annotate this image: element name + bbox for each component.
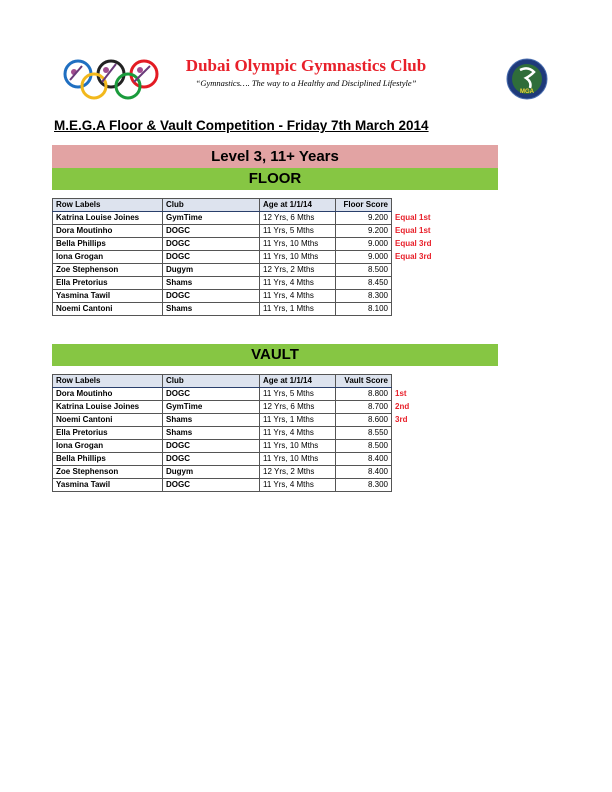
- table-row: [53, 290, 435, 303]
- club-name-cell: Shams: [163, 277, 260, 290]
- score-cell: 9.000: [336, 251, 392, 264]
- table-row: [53, 440, 413, 453]
- club-name-cell: Dugym: [163, 264, 260, 277]
- table-row: [53, 225, 435, 238]
- club-tagline: “Gymnastics…. The way to a Healthy and Disciplined Lifestyle”: [195, 78, 417, 88]
- gymnast-name: Dora Moutinho: [53, 388, 163, 401]
- club-name-cell: DOGC: [163, 440, 260, 453]
- age-cell: 11 Yrs, 1 Mths: [260, 414, 336, 427]
- table-row: [53, 427, 413, 440]
- score-cell: 8.300: [336, 479, 392, 492]
- club-name-cell: Shams: [163, 414, 260, 427]
- gymnast-name: Zoe Stephenson: [53, 264, 163, 277]
- club-name-cell: DOGC: [163, 225, 260, 238]
- score-cell: 8.550: [336, 427, 392, 440]
- table-row: [53, 479, 413, 492]
- rank-label: Equal 1st: [395, 213, 431, 222]
- table-row: [53, 401, 413, 414]
- age-cell: 11 Yrs, 4 Mths: [260, 427, 336, 440]
- column-header: Row Labels: [53, 199, 163, 212]
- rank-label: [392, 440, 413, 453]
- gymnast-name: Iona Grogan: [53, 440, 163, 453]
- column-header: Age at 1/1/14: [260, 199, 336, 212]
- gymnast-name: Ella Pretorius: [53, 427, 163, 440]
- score-cell: 9.200: [336, 225, 392, 238]
- club-name-cell: DOGC: [163, 388, 260, 401]
- score-cell: 8.450: [336, 277, 392, 290]
- score-cell: 8.600: [336, 414, 392, 427]
- logo-text: MGA: [520, 89, 534, 95]
- rank-label: [392, 264, 435, 277]
- age-cell: 11 Yrs, 10 Mths: [260, 238, 336, 251]
- gymnast-name: Zoe Stephenson: [53, 466, 163, 479]
- column-header: Club: [163, 375, 260, 388]
- table-row: [53, 251, 435, 264]
- age-cell: 11 Yrs, 10 Mths: [260, 251, 336, 264]
- age-cell: 11 Yrs, 1 Mths: [260, 303, 336, 316]
- rank-label: [392, 277, 435, 290]
- table-row: [53, 414, 413, 427]
- rank-label: [392, 466, 413, 479]
- table-header-row: [53, 199, 435, 212]
- rank-label: 3rd: [395, 415, 408, 424]
- vault-results-table: [52, 374, 413, 492]
- table-row: [53, 466, 413, 479]
- gymnast-name: Noemi Cantoni: [53, 303, 163, 316]
- score-cell: 8.300: [336, 290, 392, 303]
- score-cell: 8.400: [336, 466, 392, 479]
- level-heading: Level 3, 11+ Years: [52, 145, 498, 168]
- club-name: Dubai Olympic Gymnastics Club: [185, 56, 427, 75]
- club-name-cell: GymTime: [163, 401, 260, 414]
- floor-heading: FLOOR: [52, 168, 498, 190]
- gymnast-name: Katrina Louise Joines: [53, 401, 163, 414]
- gymnast-name: Bella Phillips: [53, 238, 163, 251]
- club-name-cell: DOGC: [163, 453, 260, 466]
- club-name-cell: Shams: [163, 303, 260, 316]
- rank-label: Equal 3rd: [395, 239, 432, 248]
- rank-label: [392, 479, 413, 492]
- rank-label: [392, 290, 435, 303]
- club-name-cell: DOGC: [163, 479, 260, 492]
- score-cell: 9.000: [336, 238, 392, 251]
- gymnast-name: Ella Pretorius: [53, 277, 163, 290]
- age-cell: 12 Yrs, 2 Mths: [260, 264, 336, 277]
- age-cell: 11 Yrs, 5 Mths: [260, 225, 336, 238]
- age-cell: 11 Yrs, 4 Mths: [260, 290, 336, 303]
- score-cell: 8.500: [336, 440, 392, 453]
- table-row: [53, 277, 435, 290]
- column-header: Vault Score: [336, 375, 392, 388]
- column-header: Floor Score: [336, 199, 392, 212]
- rank-label: [392, 427, 413, 440]
- club-name-cell: Shams: [163, 427, 260, 440]
- age-cell: 12 Yrs, 6 Mths: [260, 401, 336, 414]
- table-row: [53, 238, 435, 251]
- gymnast-name: Bella Phillips: [53, 453, 163, 466]
- floor-results-table: [52, 198, 435, 316]
- table-row: [53, 303, 435, 316]
- table-row: [53, 453, 413, 466]
- age-cell: 11 Yrs, 5 Mths: [260, 388, 336, 401]
- table-row: [53, 212, 435, 225]
- club-name-cell: DOGC: [163, 290, 260, 303]
- club-name-cell: DOGC: [163, 251, 260, 264]
- score-cell: 8.700: [336, 401, 392, 414]
- page-header: [0, 0, 612, 110]
- rank-label: 1st: [395, 389, 407, 398]
- competition-title: M.E.G.A Floor & Vault Competition - Friday 7th March 2014: [54, 118, 429, 133]
- gymnast-name: Iona Grogan: [53, 251, 163, 264]
- score-cell: 8.500: [336, 264, 392, 277]
- gymnast-name: Katrina Louise Joines: [53, 212, 163, 225]
- age-cell: 11 Yrs, 10 Mths: [260, 453, 336, 466]
- gymnast-name: Yasmina Tawil: [53, 479, 163, 492]
- score-cell: 9.200: [336, 212, 392, 225]
- rank-label: [392, 453, 413, 466]
- age-cell: 11 Yrs, 4 Mths: [260, 479, 336, 492]
- rank-label: Equal 1st: [395, 226, 431, 235]
- gymnast-name: Yasmina Tawil: [53, 290, 163, 303]
- rank-label: [392, 303, 435, 316]
- mga-logo: [506, 58, 548, 100]
- vault-heading: VAULT: [52, 344, 498, 366]
- column-header: Club: [163, 199, 260, 212]
- age-cell: 11 Yrs, 10 Mths: [260, 440, 336, 453]
- club-name-cell: Dugym: [163, 466, 260, 479]
- table-row: [53, 388, 413, 401]
- age-cell: 12 Yrs, 2 Mths: [260, 466, 336, 479]
- club-name-cell: DOGC: [163, 238, 260, 251]
- age-cell: 12 Yrs, 6 Mths: [260, 212, 336, 225]
- gymnast-name: Dora Moutinho: [53, 225, 163, 238]
- rank-label: Equal 3rd: [395, 252, 432, 261]
- age-cell: 11 Yrs, 4 Mths: [260, 277, 336, 290]
- gymnast-name: Noemi Cantoni: [53, 414, 163, 427]
- column-header: Age at 1/1/14: [260, 375, 336, 388]
- score-cell: 8.800: [336, 388, 392, 401]
- table-header-row: [53, 375, 413, 388]
- rank-label: 2nd: [395, 402, 410, 411]
- club-name-cell: GymTime: [163, 212, 260, 225]
- score-cell: 8.100: [336, 303, 392, 316]
- table-row: [53, 264, 435, 277]
- column-header: Row Labels: [53, 375, 163, 388]
- score-cell: 8.400: [336, 453, 392, 466]
